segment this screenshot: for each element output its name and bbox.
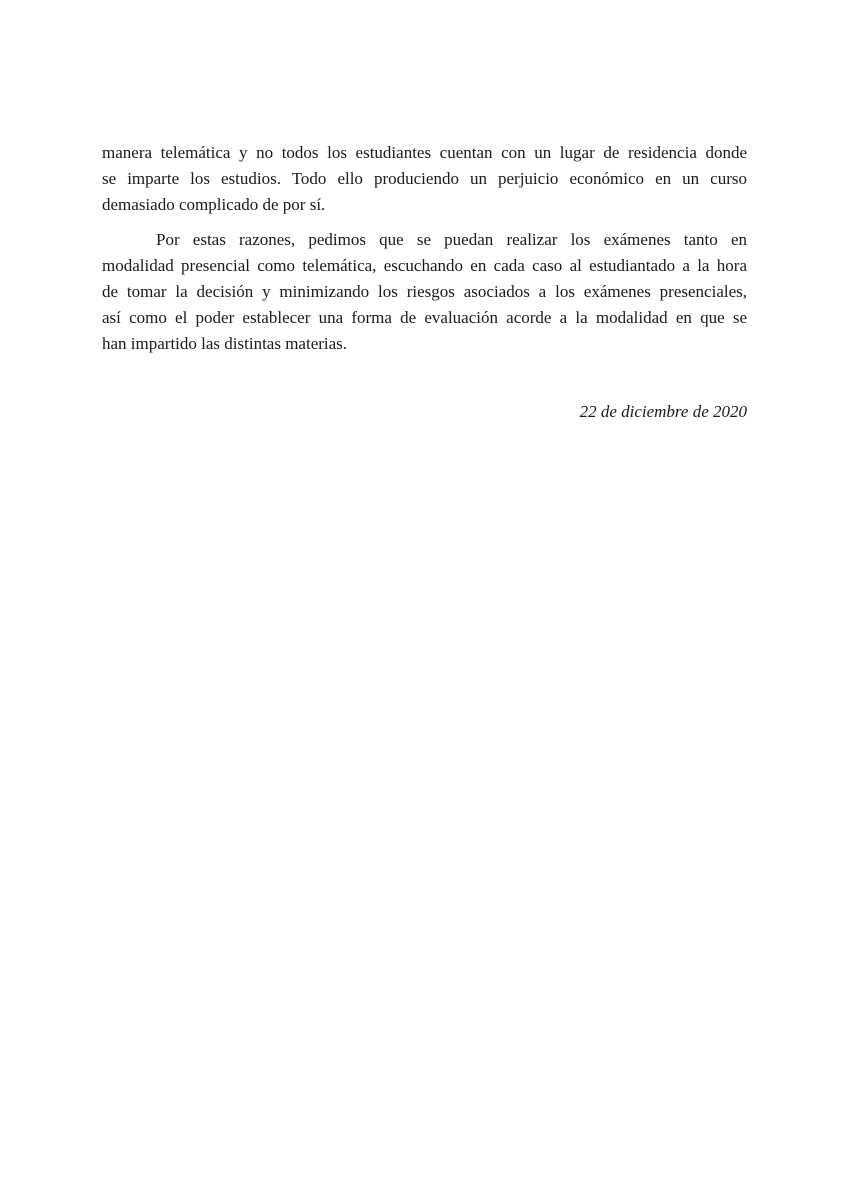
paragraph-2-line-3: de tomar la decisión y minimizando los riesgos asociados a los exámenes presenciales,: [102, 282, 747, 301]
paragraph-1: [102, 140, 747, 218]
paragraph-2-line-5: han impartido las distintas materias.: [102, 334, 348, 353]
paragraph-2: [102, 227, 747, 357]
paragraph-1-line-3: demasiado complicado de por sí.: [102, 195, 326, 214]
paragraph-1-line-1: manera telemática y no todos los estudiantes cuentan con un lugar de residencia donde: [102, 143, 747, 162]
paragraph-1-line-2: se imparte los estudios. Todo ello produciendo un perjuicio económico en un curso: [102, 169, 747, 188]
paragraph-2-line-2: modalidad presencial como telemática, escuchando en cada caso al estudiantado a la hora: [102, 256, 747, 275]
paragraph-2-line-4: así como el poder establecer una forma de evaluación acorde a la modalidad en que se: [102, 308, 747, 327]
paragraph-2-line-1: Por estas razones, pedimos que se puedan realizar los exámenes tanto en: [156, 230, 747, 249]
document-date: 22 de diciembre de 2020: [579, 402, 747, 421]
